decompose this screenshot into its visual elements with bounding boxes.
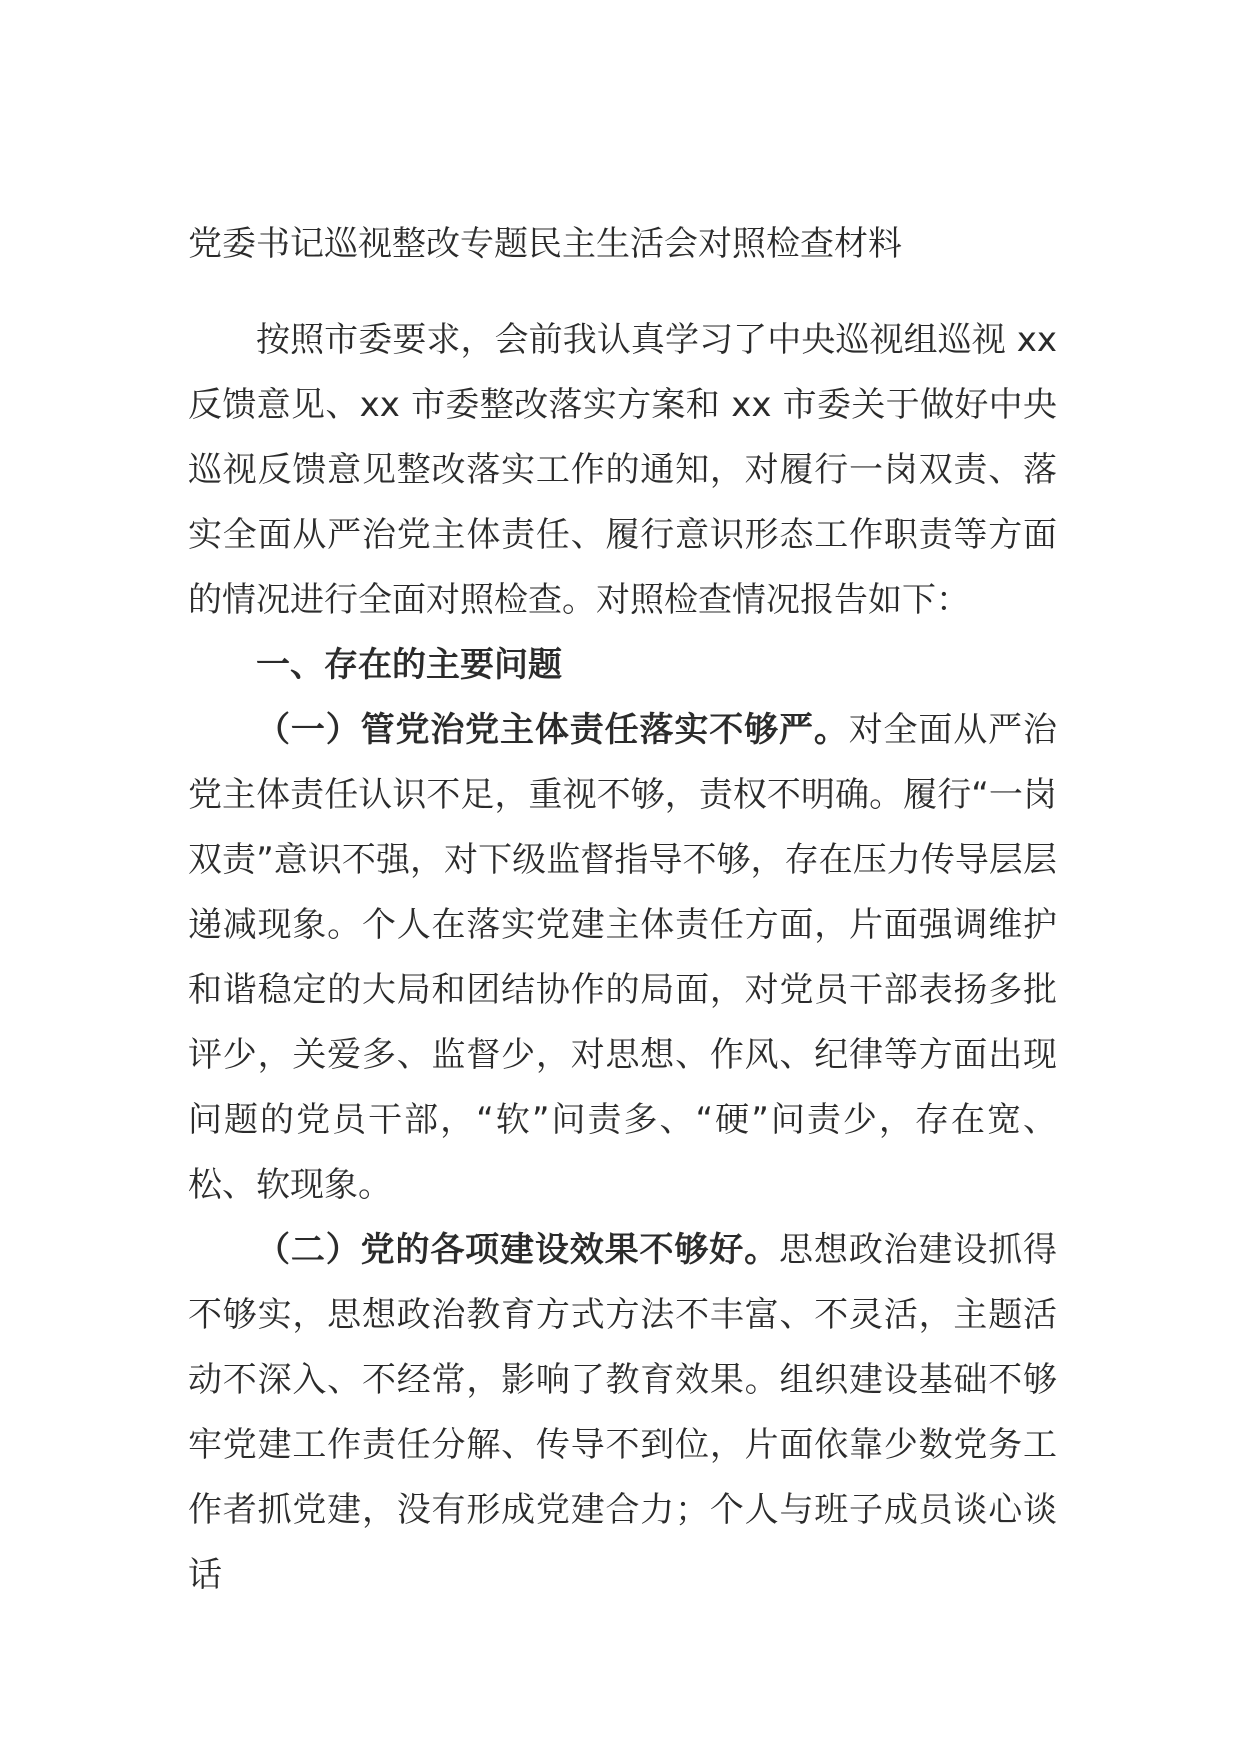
problem-2-text: 思想政治建设抓得不够实，思想政治教育方式方法不丰富、不灵活，主题活动不深入、不经常，影响了教育效果。组织建设基础不够牢党建工作责任分解、传导不到位，片面依靠少数党务工作者抓党建，没有形成党建合力；个人与班子成员谈心谈话 bbox=[188, 1230, 1058, 1595]
problem-paragraph-1 bbox=[188, 698, 1057, 1218]
problem-1-text: 对全面从严治党主体责任认识不足，重视不够，责权不明确。履行“一岗双责”意识不强，对下级监督指导不够，存在压力传导层层递减现象。个人在落实党建主体责任方面，片面强调维护和谐稳定的大局和团结协作的局面，对党员干部表扬多批评少，关爱多、监督少，对思想、作风、纪律等方面出现问题的党员干部，“软”问责多、“硬”问责少，存在宽、松、软现象。 bbox=[188, 710, 1058, 1205]
intro-paragraph: 按照市委要求，会前我认真学习了中央巡视组巡视 xx 反馈意见、xx 市委整改落实方案和 xx 市委关于做好中央巡视反馈意见整改落实工作的通知，对履行一岗双责、落实全面从严治党主体责任、履行意识形态工作职责等方面的情况进行全面对照检查。对照检查情况报告如下： bbox=[188, 320, 1057, 620]
problem-paragraph-2 bbox=[188, 1218, 1057, 1608]
problem-2-lead: （二）党的各项建设效果不够好。 bbox=[256, 1230, 779, 1270]
problem-1-lead: （一）管党治党主体责任落实不够严。 bbox=[256, 710, 849, 750]
section-heading: 一、存在的主要问题 bbox=[256, 645, 562, 685]
document-title: 党委书记巡视整改专题民主生活会对照检查材料 bbox=[188, 224, 902, 264]
document-body bbox=[188, 308, 1057, 1608]
